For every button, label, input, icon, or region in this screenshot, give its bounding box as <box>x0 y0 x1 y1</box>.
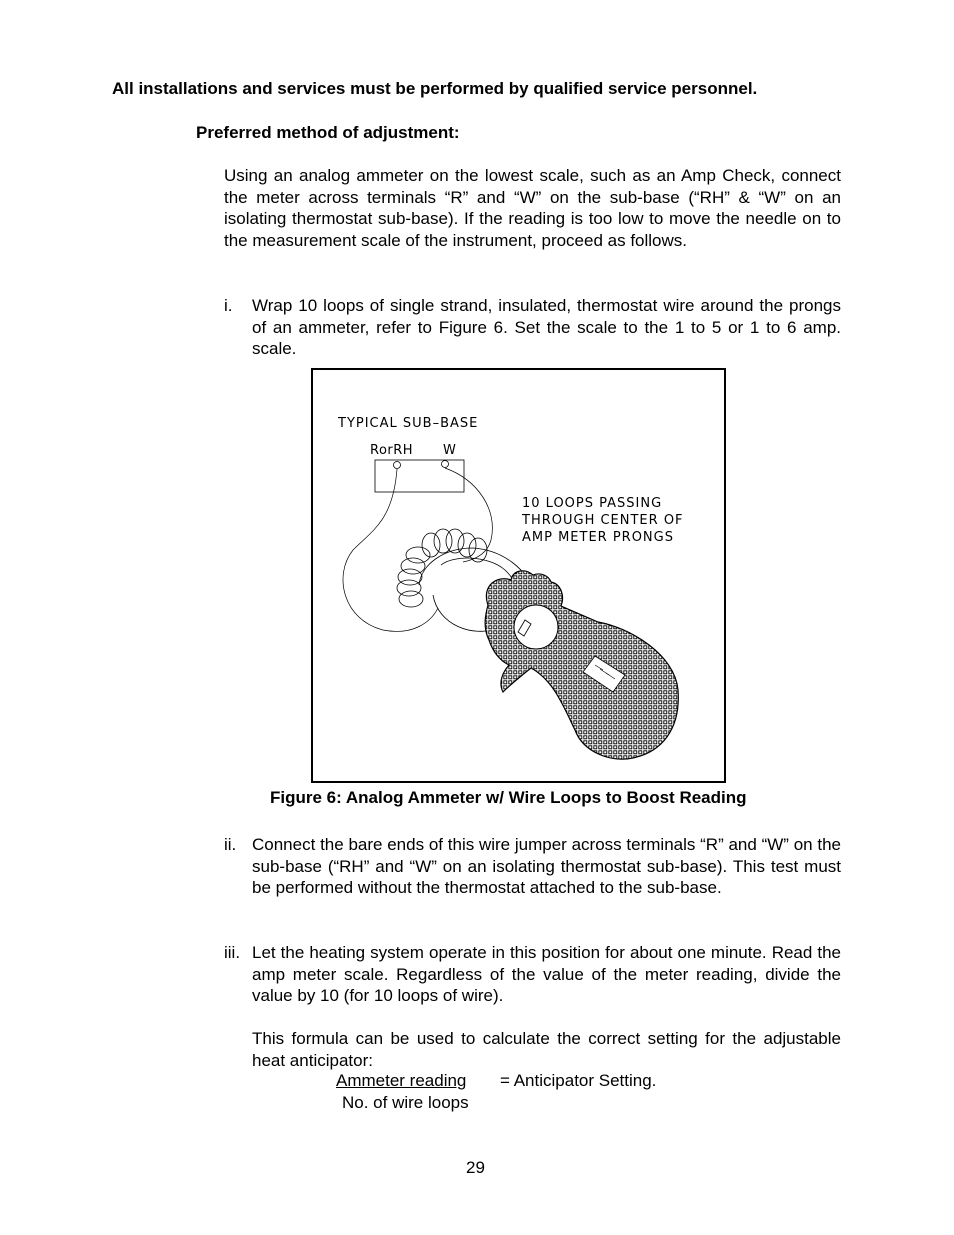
terminal-r-label: RorRH <box>370 443 414 458</box>
terminal-w-label: W <box>443 443 457 458</box>
terminal-r-screw <box>394 462 401 469</box>
wire-r <box>343 469 438 631</box>
subbase-box <box>375 460 464 492</box>
ammeter-body <box>485 571 678 759</box>
loops-label-line3: AMP METER PRONGS <box>522 530 674 545</box>
section-heading: Preferred method of adjustment: <box>196 123 460 142</box>
figure-caption: Figure 6: Analog Ammeter w/ Wire Loops to Boost Reading <box>270 788 747 807</box>
figure-6-ammeter-diagram <box>311 368 726 783</box>
formula-numerator: Ammeter reading <box>336 1071 467 1090</box>
formula-result: = Anticipator Setting. <box>500 1071 657 1090</box>
step-marker: ii. <box>224 835 237 854</box>
loops-label-line1: 10 LOOPS PASSING <box>522 496 663 511</box>
step-marker: iii. <box>224 943 241 962</box>
step-marker: i. <box>224 296 233 315</box>
wire-coil-loops <box>397 529 487 607</box>
subbase-label: TYPICAL SUB–BASE <box>338 416 479 431</box>
ammeter-illustration <box>313 370 724 781</box>
page-number: 29 <box>466 1158 485 1177</box>
loops-label-line2: THROUGH CENTER OF <box>522 513 684 528</box>
step-text: Let the heating system operate in this position for about one minute. Read the amp meter scale. Regardless of the value of the meter reading, divide the value by 10 (for 10 loops of wire). <box>252 943 841 1006</box>
terminal-w-screw <box>442 461 449 468</box>
safety-warning: All installations and services must be performed by qualified service personnel. <box>112 79 758 98</box>
step-text: Wrap 10 loops of single strand, insulated, thermostat wire around the prongs of an ammeter, refer to Figure 6. Set the scale to the 1 to 5 or 1 to 6 amp. scale. <box>252 296 841 359</box>
intro-paragraph: Using an analog ammeter on the lowest scale, such as an Amp Check, connect the meter across terminals “R” and “W” on the sub-base (“RH” & “W” on an isolating thermostat sub-base). If the reading is too low to move the needle on to the measurement scale of the instrument, proceed as follows. <box>224 166 841 250</box>
formula-intro: This formula can be used to calculate the correct setting for the adjustable heat anticipator: <box>252 1029 841 1070</box>
formula-denominator: No. of wire loops <box>342 1093 469 1112</box>
step-text: Connect the bare ends of this wire jumper across terminals “R” and “W” on the sub-base (“RH” and “W” on an isolating thermostat sub-base). This test must be performed without the thermostat attached to the sub-base. <box>252 835 841 898</box>
